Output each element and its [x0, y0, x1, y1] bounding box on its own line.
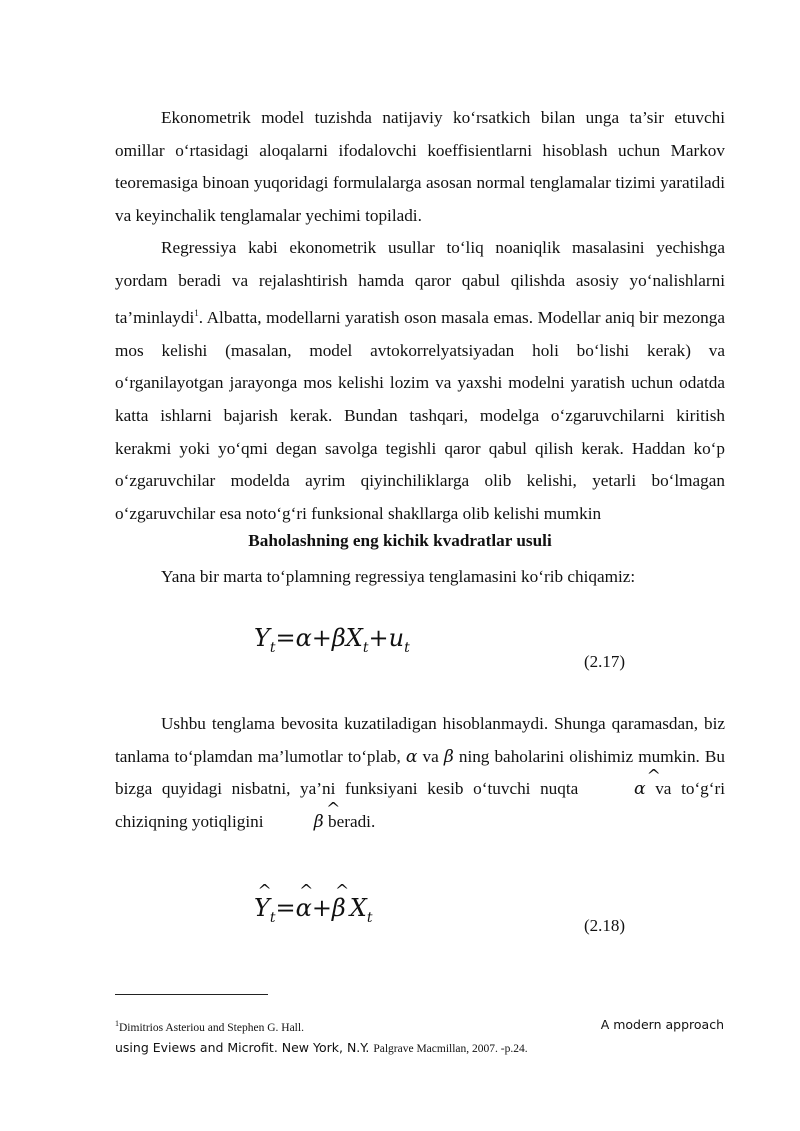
- paragraph-4: Ushbu tenglama bevosita kuzatiladigan hisoblanmaydi. Shunga qaramasdan, biz tanlama to‘plamdan ma’lumotlar to‘plab, α va β ning baholarini olishimiz mumkin. Bu bizga quyidagi nisbatni, ya’ni funksiyani kesib o‘tuvchi nuqta ^ α va to‘g‘ri chiziqning yotiqligini ^ β beradi.: [115, 708, 725, 838]
- footnote-title-part1: A modern approach: [600, 1017, 724, 1032]
- paragraph-1: Ekonometrik model tuzishda natijaviy ko‘rsatkich bilan unga ta’sir etuvchi omillar o‘rtasidagi aloqalarni ifodalovchi koeffisientlarni hisoblash uchun Markov teoremasiga binoan yuqoridagi formulalarga asosan normal tenglamalar tizimi yaratiladi va keyinchalik tenglamalar yechimi topiladi.: [115, 108, 725, 225]
- footnote-separator: [115, 994, 268, 995]
- paragraph-2: [115, 232, 725, 530]
- alpha-symbol: α: [405, 746, 418, 767]
- footnote-authors: $^1$Dimitrios Asteriou and Stephen G. Hall.: [115, 1019, 304, 1034]
- equation-number-2-18: (2.18): [584, 916, 626, 935]
- equation-2-18: ^ $Y_t=\^{}$ α+^ β $X_t$: [254, 894, 373, 926]
- paragraph-2-part-a: Regressiya kabi ekonometrik usullar to‘liq noaniqlik masalasini yechishga yordam beradi va rejalashtirish hamda qaror qabul qilishda asosiy yo‘nalishlarni ta’minlaydi: [115, 238, 725, 328]
- alpha-hat-symbol: ^ α: [588, 773, 646, 806]
- footnote-reference[interactable]: 1: [194, 308, 199, 319]
- beta-hat-symbol: ^ β: [268, 806, 324, 839]
- paragraph-2-part-b: . Albatta, modellarni yaratish oson masala emas. Modellar aniq bir mezonga mos kelishi (masalan, model avtokorrelyatsiyadan holi bo‘lishi kerak) va o‘rganilayotgan jarayonga mos kelishi lozim va yaxshi modelni yaratish uchun odatda katta ishlarni bajarish kerak. Bundan tashqari, modelga o‘zgaruvchilarni kiritish kerakmi yoki yo‘qmi degan savolga tegishli qaror qabul qilish kerak. Haddan ko‘p o‘zgaruvchilar modelda ayrim qiyinchiliklarga olib kelishi, yetarli bo‘lmagan o‘zgaruvchilar esa noto‘g‘ri funksional shakllarga olib kelishi mumkin: [115, 308, 725, 523]
- equation-2-17: $Y_t=\alpha+\beta X_t+u_t$: [254, 624, 410, 656]
- beta-symbol: β: [443, 746, 454, 767]
- footnote-title-part2: using Eviews and Microfit. New York, N.Y. Palgrave Macmillan, 2007. -p.24.: [115, 1040, 528, 1055]
- paragraph-3: Yana bir marta to‘plamning regressiya tenglamasini ko‘rib chiqamiz:: [161, 567, 636, 586]
- equation-number-2-17: (2.17): [584, 652, 626, 671]
- section-heading: Baholashning eng kichik kvadratlar usuli: [248, 531, 552, 550]
